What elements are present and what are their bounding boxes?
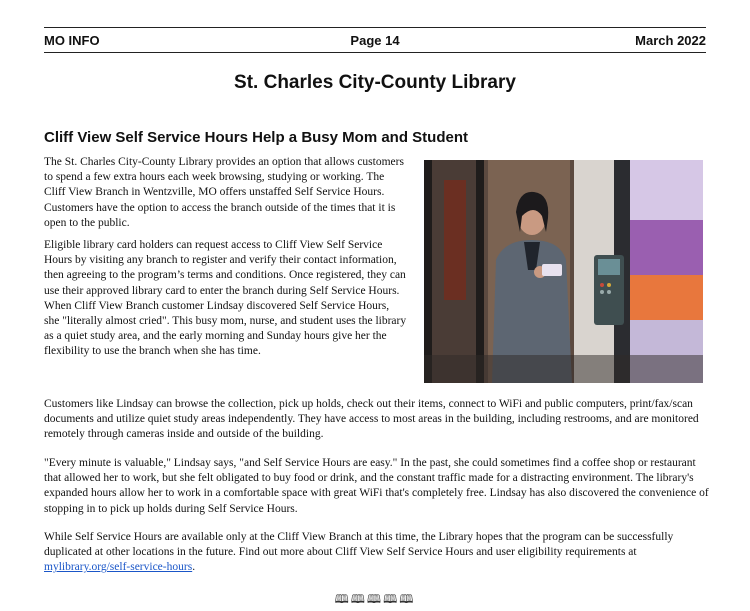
paragraph-3: Customers like Lindsay can browse the collection, pick up holds, check out their items, connect to WiFi and public computers, print/fax/scan documents and utilize quiet study areas independently. They have access to most areas in the building, including restrooms, and are monitored remotely through cameras inside and outside of the building. [44,398,699,441]
paragraph-5-text: While Self Service Hours are available only at the Cliff View Branch at this time, the Library hopes that the program can be successfully duplicated at other locations in the future. Find out more about Cliff View Self Service Hours and user eligibility requirements at [44,531,674,559]
page-header [44,27,706,53]
page-number: Page 14 [350,32,400,48]
book-icon-divider: 🕮🕮🕮🕮🕮 [334,592,416,606]
article-title: Cliff View Self Service Hours Help a Busy Mom and Student [44,129,468,146]
paragraph-4: "Every minute is valuable," Lindsay says, "and Self Service Hours are easy." In the past, she could sometimes find a coffee shop or restaurant that allowed her to work, but she felt obligated to buy food or drink, and the constant traffic made for a distracting environment. The library's expanded hours allow her to work in a comfortable space with great WiFi that's completely free. Lindsay has also discovered the convenience of stopping in to pick up holds during Self Service Hours. [44,457,709,515]
section-title: St. Charles City-County Library [234,72,516,93]
paragraph-5-end: . [192,561,196,574]
article-photo [424,160,703,383]
paragraph-2: Eligible library card holders can request access to Cliff View Self Service Hours by visiting any branch to register and verify their contact information, then agreeing to the program’s terms and conditions. Once registered, they can use their approved library card to enter the branch during Self Service Hours. When Cliff View Branch customer Lindsay discovered Self Service Hours, she "literally almost cried". This busy mom, nurse, and student uses the library as a quiet study area, and the early morning and Sunday hours give her the flexibility to use the branch when she has time. [44,239,407,358]
paragraph-5 [44,530,712,576]
photo-library-patron-at-door [424,160,703,383]
paragraph-1: The St. Charles City-County Library provides an option that allows customers to spend a few extra hours each week browsing, studying or working. The Cliff View Branch in Wentzville, MO offers unstaffed Self Service Hours. Customers have the option to access the branch outside of the times that it is open to the public. [44,156,404,229]
paragraph-5-wrap [44,530,712,576]
publication-name: MO INFO [44,32,100,48]
article-body-full-width [44,397,712,443]
paragraph-4-wrap [44,456,712,517]
article-left-column [44,155,407,367]
self-service-hours-link[interactable]: mylibrary.org/self-service-hours [44,561,193,574]
issue-date: March 2022 [635,32,706,48]
